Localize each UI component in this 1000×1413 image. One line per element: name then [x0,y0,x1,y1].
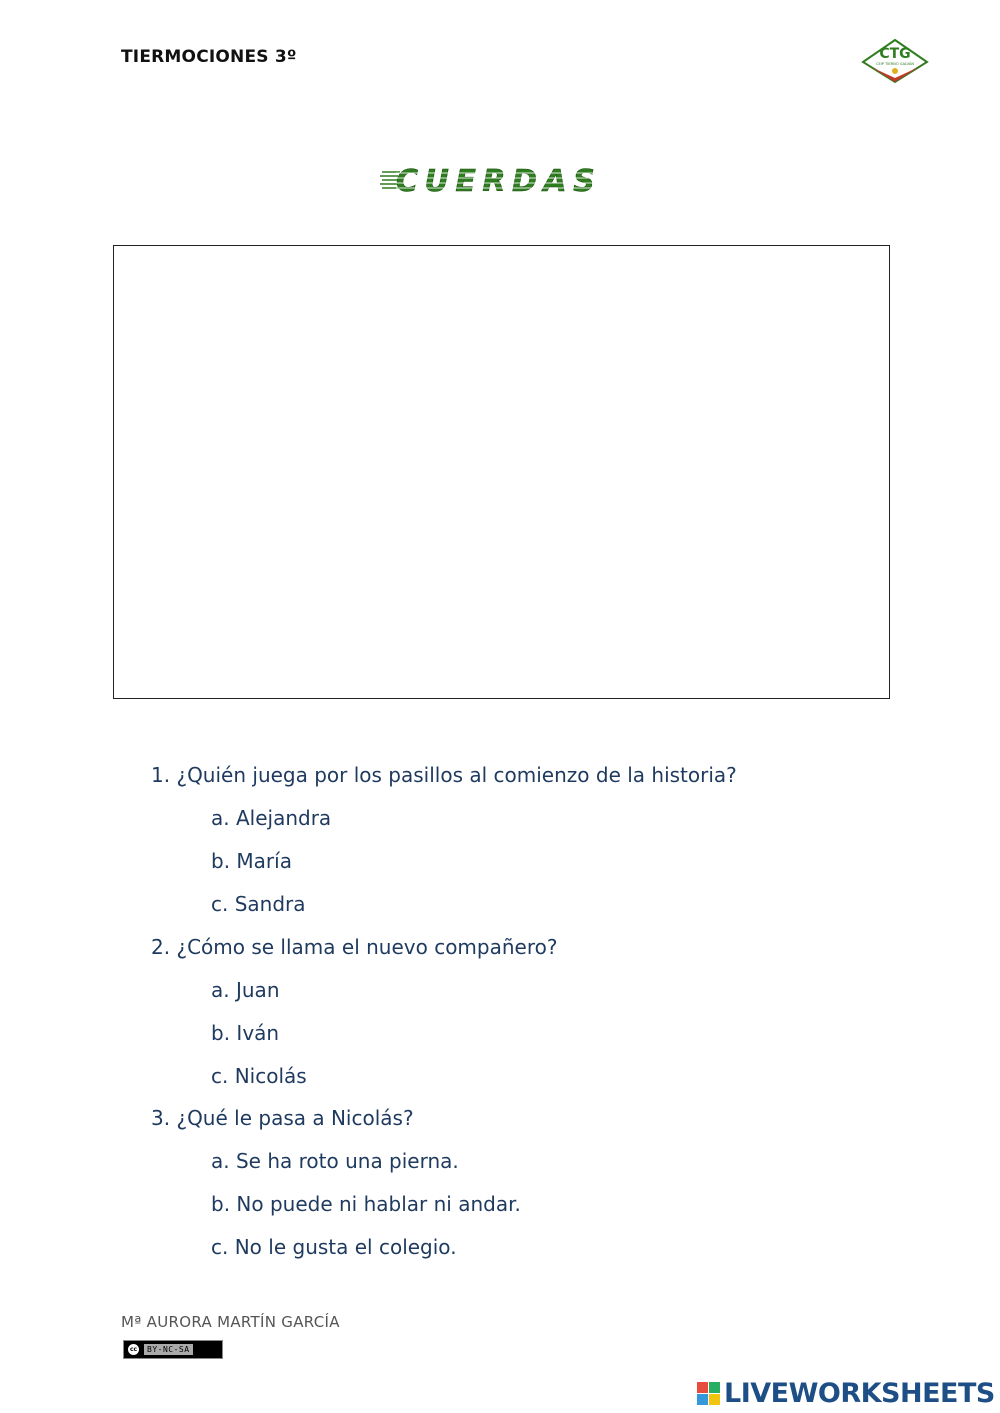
logo-text: CTG [879,46,911,62]
liveworksheets-brand[interactable] [697,1376,995,1410]
author-name: Mª AURORA MARTÍN GARCÍA [121,1313,340,1331]
option-letter: a. [211,806,230,830]
option-letter: b. [211,1192,231,1216]
answer-option[interactable] [211,1149,459,1173]
option-text: No le gusta el colegio. [234,1235,457,1259]
worksheet-title-text: CUERDAS [396,164,602,199]
option-text: Sandra [234,892,306,916]
answer-option[interactable] [211,1064,307,1088]
question-number: 3. [151,1106,171,1130]
logo-subtext: CEIP TIERNO GALVÁN [875,62,915,66]
option-letter: c. [211,892,229,916]
option-text: Nicolás [234,1064,307,1088]
option-letter: a. [211,1149,230,1173]
option-letter: c. [211,1064,229,1088]
answer-option[interactable] [211,1235,457,1259]
option-text: Alejandra [235,806,332,830]
option-letter: b. [211,849,231,873]
question-text: ¿Qué le pasa a Nicolás? [176,1106,414,1130]
answer-option[interactable] [211,978,280,1002]
liveworksheets-brand-text: LIVEWORKSHEETS [724,1377,995,1409]
question-number: 2. [151,935,171,959]
answer-option[interactable] [211,892,306,916]
creative-commons-icon: cc [127,1343,140,1356]
question-text: ¿Cómo se llama el nuevo compañero? [176,935,558,959]
question-text: ¿Quién juega por los pasillos al comienzo de la historia? [176,763,737,787]
liveworksheets-logo-icon [697,1382,720,1405]
license-text: BY-NC-SA [144,1344,193,1355]
worksheet-title [380,158,620,202]
answer-option[interactable] [211,806,331,830]
document-header-title: TIERMOCIONES 3º [121,47,297,67]
option-letter: a. [211,978,230,1002]
question-1 [151,763,737,787]
option-text: No puede ni hablar ni andar. [236,1192,521,1216]
option-text: Juan [235,978,280,1002]
school-logo [861,38,929,84]
answer-option[interactable] [211,849,292,873]
answer-option[interactable] [211,1192,521,1216]
option-letter: b. [211,1021,231,1045]
media-embed-area[interactable] [113,245,890,699]
question-3 [151,1106,414,1130]
question-number: 1. [151,763,171,787]
option-text: Iván [236,1021,280,1045]
question-2 [151,935,557,959]
option-text: María [236,849,292,873]
answer-option[interactable] [211,1021,279,1045]
license-badge[interactable] [123,1340,223,1359]
option-text: Se ha roto una pierna. [235,1149,459,1173]
option-letter: c. [211,1235,229,1259]
